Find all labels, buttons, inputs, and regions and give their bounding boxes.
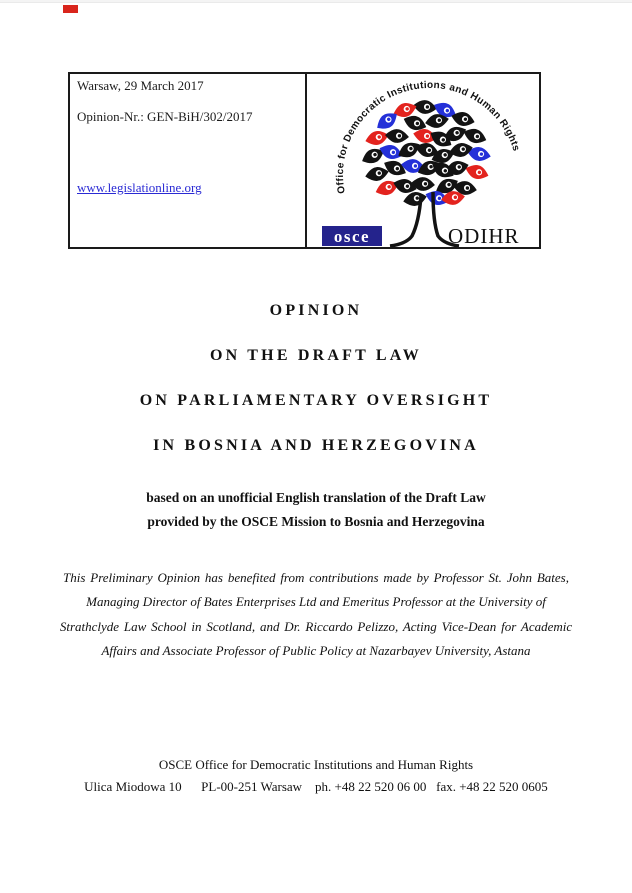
eye-tree-foliage bbox=[359, 98, 492, 208]
footer-office-name: OSCE Office for Democratic Institutions and Human Rights bbox=[158, 757, 474, 772]
header-left-cell bbox=[70, 74, 307, 247]
title-line-3: ON PARLIAMENTARY OVERSIGHT bbox=[139, 392, 493, 409]
contributors-note bbox=[36, 566, 596, 664]
opinion-number: Opinion-Nr.: GEN-BiH/302/2017 bbox=[77, 109, 253, 124]
osce-label: osce bbox=[333, 226, 370, 246]
odihr-label: ODIHR bbox=[447, 223, 519, 247]
logo-arc-text: Office for Democratic Institutions and Human Rights bbox=[334, 79, 522, 194]
document-title bbox=[0, 302, 632, 482]
note-line-1: This Preliminary Opinion has benefited from contributions made by Professor St. John Bates, bbox=[63, 570, 569, 585]
osce-wordmark bbox=[322, 226, 382, 246]
subtitle-line-2: provided by the OSCE Mission to Bosnia and Herzegovina bbox=[147, 514, 485, 529]
title-line-1: OPINION bbox=[269, 302, 363, 319]
subtitle-line-1: based on an unofficial English translation of the Draft Law bbox=[146, 490, 486, 505]
screenshot-top-edge bbox=[0, 0, 632, 3]
header-box bbox=[68, 72, 541, 249]
note-line-2: Managing Director of Bates Enterprises Ltd and Emeritus Professor at the University of bbox=[86, 594, 546, 610]
note-line-4: Affairs and Associate Professor of Public Policy at Nazarbayev University, Astana bbox=[101, 643, 531, 659]
logo-cell bbox=[307, 74, 539, 247]
title-line-4: IN BOSNIA AND HERZEGOVINA bbox=[153, 437, 479, 454]
title-line-2: ON THE DRAFT LAW bbox=[210, 347, 422, 364]
document-subtitle bbox=[0, 489, 632, 537]
osce-odihr-logo bbox=[308, 75, 539, 247]
footer bbox=[0, 756, 632, 795]
red-marker bbox=[63, 5, 78, 13]
footer-address: Ulica Miodowa 10 PL-00-251 Warsaw ph. +48 22 520 06 00 fax. +48 22 520 0605 bbox=[84, 779, 548, 794]
document-date: Warsaw, 29 March 2017 bbox=[77, 78, 204, 93]
legislationline-link[interactable]: www.legislationline.org bbox=[77, 180, 202, 195]
note-line-3: Strathclyde Law School in Scotland, and Dr. Riccardo Pelizzo, Acting Vice-Dean for Academic bbox=[59, 618, 573, 634]
